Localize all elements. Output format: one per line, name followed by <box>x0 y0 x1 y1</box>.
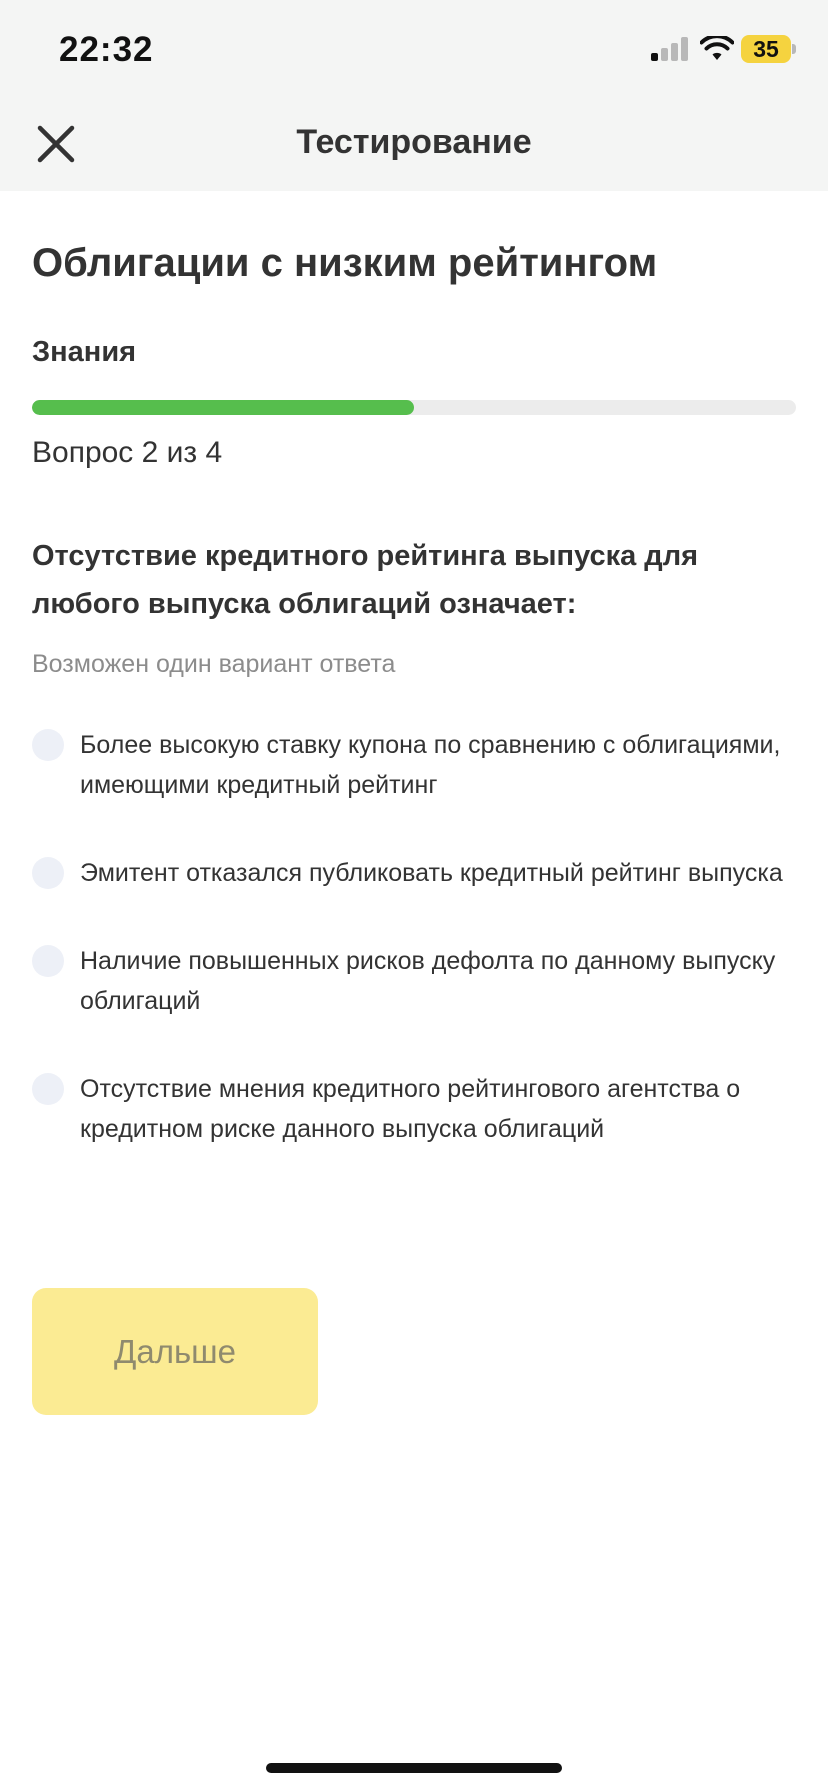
signal-bar <box>651 53 658 61</box>
topic-title: Облигации с низким рейтингом <box>32 241 658 285</box>
status-time: 22:32 <box>59 30 154 69</box>
battery-icon <box>741 35 791 63</box>
top-bar <box>0 0 828 191</box>
answer-option-label: Более высокую ставку купона по сравнению с облигациями, имеющими кредитный рейтинг <box>80 731 781 799</box>
signal-bar <box>681 37 688 61</box>
progress-fill <box>32 400 414 415</box>
signal-bar <box>661 48 668 61</box>
answer-option[interactable] <box>32 725 796 805</box>
radio-button[interactable] <box>32 729 64 761</box>
radio-button[interactable] <box>32 1073 64 1105</box>
radio-button[interactable] <box>32 945 64 977</box>
answer-option[interactable] <box>32 1069 796 1149</box>
home-indicator <box>266 1763 562 1773</box>
screen-title: Тестирование <box>296 123 532 161</box>
answer-option[interactable] <box>32 853 796 893</box>
answer-option-label: Наличие повышенных рисков дефолта по данному выпуску облигаций <box>80 947 776 1015</box>
answer-option-label: Отсутствие мнения кредитного рейтингового агентства о кредитном риске данного выпуска облигаций <box>80 1075 741 1143</box>
section-label: Знания <box>32 336 137 368</box>
answer-option-label: Эмитент отказался публиковать кредитный рейтинг выпуска <box>80 859 783 887</box>
next-button[interactable]: Дальше <box>32 1288 318 1415</box>
question-text: Отсутствие кредитного рейтинга выпуска для любого выпуска облигаций означает: <box>32 540 699 620</box>
test-content <box>32 191 796 1197</box>
cellular-signal-icon <box>651 37 691 61</box>
answer-option[interactable] <box>32 941 796 1021</box>
battery-level: 35 <box>753 35 779 62</box>
radio-button[interactable] <box>32 857 64 889</box>
signal-bar <box>671 43 678 61</box>
progress-bar <box>32 400 796 415</box>
wifi-icon <box>700 36 734 62</box>
progress-text: Вопрос 2 из 4 <box>32 436 223 469</box>
answer-hint: Возможен один вариант ответа <box>32 650 396 678</box>
battery-tip <box>792 44 796 54</box>
answer-options <box>32 725 796 1149</box>
